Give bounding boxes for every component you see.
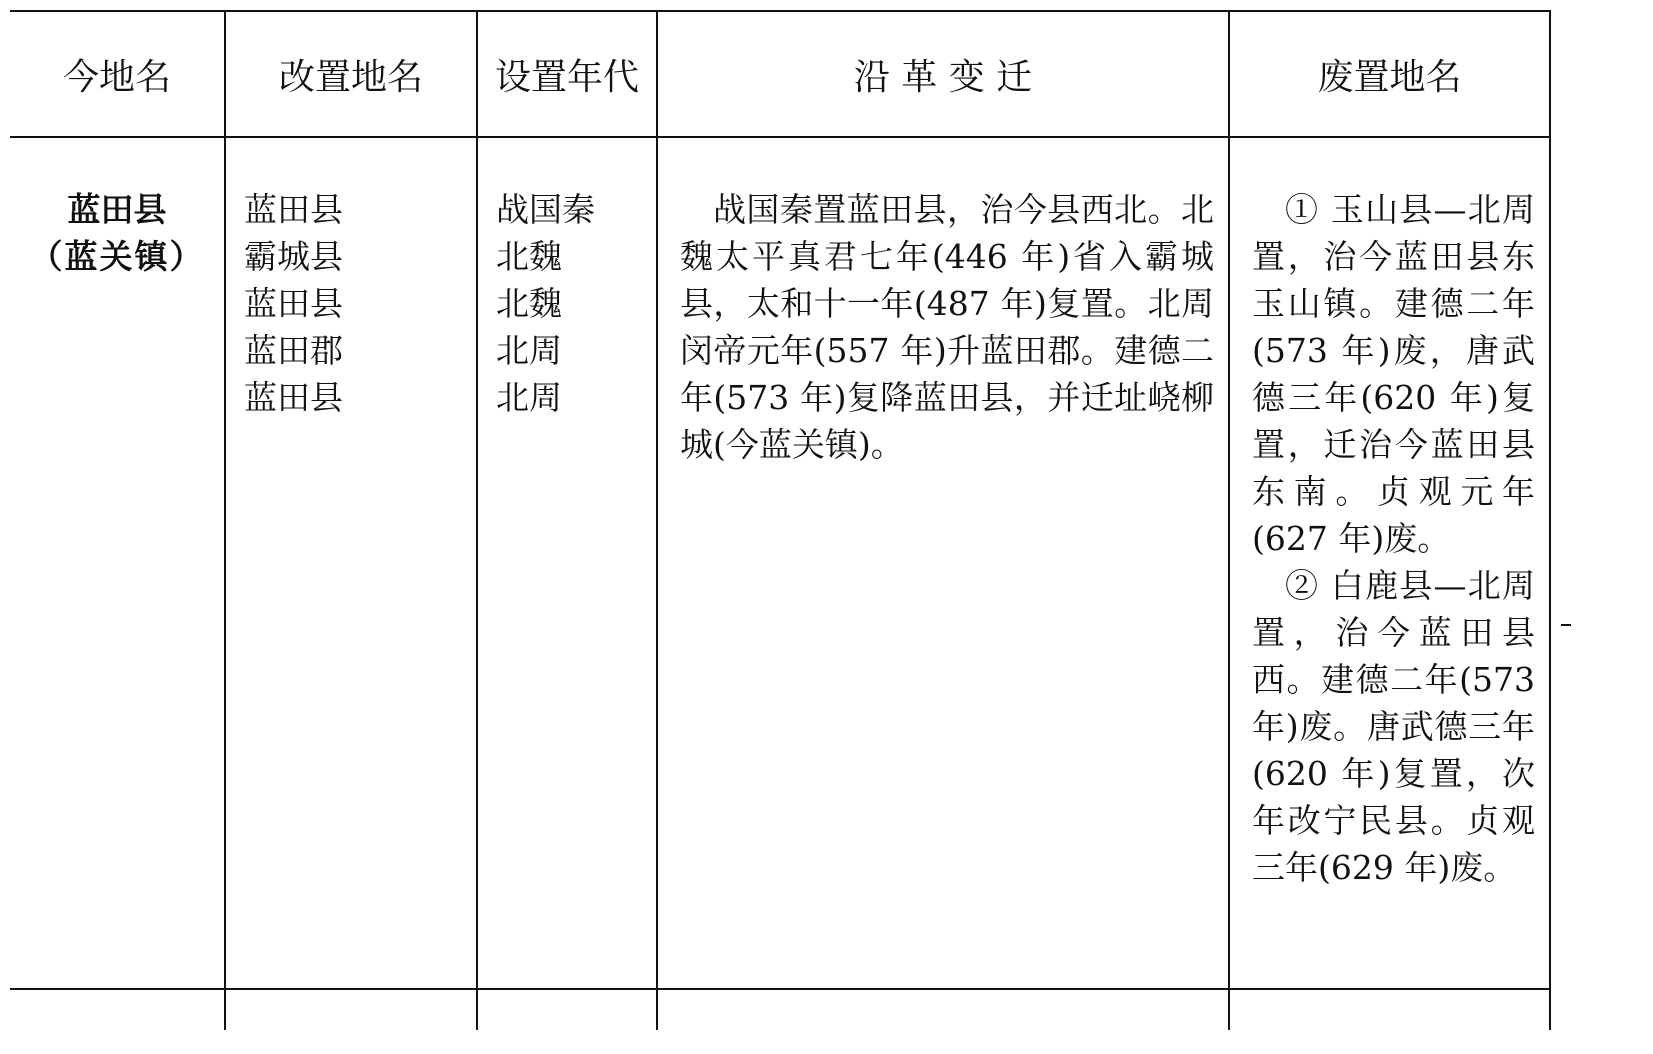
abolished-entry: ② 白鹿县—北周置，治今蓝田县西。建德二年(573 年)废。唐武德三年(620 年)复置，次年改宁民县。贞观三年(629 年)废。 [1252,566,1535,887]
era-item: 北周 [496,331,562,370]
header-modern-name: 今地名 [10,11,225,137]
cell-abolished [1229,137,1550,989]
table-row [10,137,1550,989]
header-changed-name: 改置地名 [225,11,477,137]
cell-modern-name [10,137,225,989]
abolished-entry: ① 玉山县—北周置，治今蓝田县东玉山镇。建德二年(573 年)废，唐武德三年(620 年)复置，迁治今蓝田县东南。贞观元年(627 年)废。 [1252,190,1535,558]
header-abolished-name: 废置地名 [1229,11,1550,137]
modern-name-sub: （蓝关镇） [29,237,205,276]
era-item: 北周 [496,378,562,417]
changed-name-item: 霸城县 [244,237,343,276]
changed-name-item: 蓝田县 [244,284,343,323]
header-row [10,11,1550,137]
era-item: 战国秦 [496,190,595,229]
next-row-top [10,989,1550,1030]
modern-name: 蓝田县 [67,190,167,229]
header-era: 设置年代 [477,11,657,137]
gazetteer-table [10,10,1551,1030]
era-item: 北魏 [496,237,562,276]
cell-eras [477,137,657,989]
changed-name-item: 蓝田县 [244,190,343,229]
history-text: 战国秦置蓝田县，治今县西北。北魏太平真君七年(446 年)省入霸城县，太和十一年(487 年)复置。北周闵帝元年(557 年)升蓝田郡。建德二年(573 年)复降蓝田县，并迁址峣柳城(今蓝关镇)。 [680,190,1214,464]
era-item: 北魏 [496,284,562,323]
margin-tick-mark [1561,624,1571,626]
changed-name-item: 蓝田县 [244,378,343,417]
cell-history [657,137,1229,989]
changed-name-item: 蓝田郡 [244,331,343,370]
header-history: 沿 革 变 迁 [657,11,1229,137]
cell-changed-names [225,137,477,989]
